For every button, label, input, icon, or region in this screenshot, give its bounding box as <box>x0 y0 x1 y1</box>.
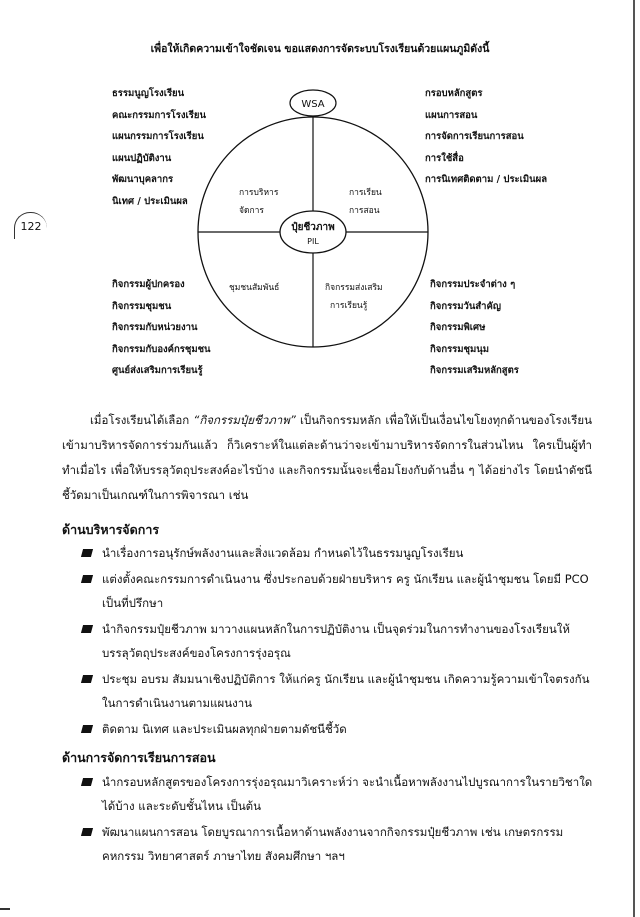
bullet-icon <box>81 575 93 583</box>
page-number: 122 <box>14 212 47 239</box>
bullet-text: แต่งตั้งคณะกรรมการดำเนินงาน ซึ่งประกอบด้วยฝ่ายบริหาร ครู นักเรียน และผู้นำชุมชน โดยมี PCO เป็นที่ปรึกษา <box>102 572 589 610</box>
list-item: ศูนย์ส่งเสริมการเรียนรู้ <box>112 365 203 376</box>
list-item: กิจกรรมเสริมหลักสูตร <box>430 365 519 376</box>
bullet-text: ประชุม อบรม สัมมนาเชิงปฏิบัติการ ให้แก่ครู นักเรียน และผู้นำชุมชน เกิดความรู้ความเข้าใจตรงกันในการดำเนินงานตามแผนงาน <box>102 672 590 710</box>
bottom-margin-mark <box>0 908 10 910</box>
quadrant-admin-line2: จัดการ <box>239 206 264 216</box>
list-item: กิจกรรมพิเศษ <box>430 322 486 333</box>
quadrant-learning-line2: การเรียนรู้ <box>330 301 368 311</box>
bullet-icon <box>81 725 93 733</box>
bullet-text: นำกิจกรรมปุ๋ยชีวภาพ มาวางแผนหลักในการปฏิบัติงาน เป็นจุดร่วมในการทำงานของโรงเรียนให้บรรลุวัตถุประสงค์ของโครงการรุ่งอรุณ <box>102 622 570 660</box>
quadrant-community: ชุมชนสัมพันธ์ <box>229 283 280 293</box>
list-item <box>82 717 594 741</box>
right-top-list <box>425 86 547 194</box>
list-item: กิจกรรมชุมชน <box>112 300 172 312</box>
list-item: กิจกรรมกับองค์กรชุมชน <box>112 343 211 355</box>
list-item: ธรรมนูญโรงเรียน <box>112 88 185 99</box>
quadrant-teaching-line2: การสอน <box>349 206 380 216</box>
quadrant-teaching-line1: การเรียน <box>349 188 382 198</box>
list-item: แผนการสอน <box>425 109 478 121</box>
section-title-teaching: ด้านการจัดการเรียนการสอน <box>62 750 216 765</box>
bullet-text: ติดตาม นิเทศ และประเมินผลทุกฝ่ายตามดัชนีชี้วัด <box>102 722 347 736</box>
bullet-icon <box>81 625 93 633</box>
wsa-label: WSA <box>301 99 325 110</box>
list-item: นิเทศ / ประเมินผล <box>112 195 188 207</box>
list-item: กรอบหลักสูตร <box>425 88 483 99</box>
list-item <box>82 541 594 565</box>
list-item: แผนปฏิบัติงาน <box>112 152 172 164</box>
list-item: กิจกรรมชุมนุม <box>430 343 490 355</box>
list-item: การนิเทศติดตาม / ประเมินผล <box>425 174 548 185</box>
center-subtitle: PIL <box>307 237 319 246</box>
list-item: แผนกรรมการโรงเรียน <box>112 131 204 142</box>
bullet-icon <box>81 549 93 557</box>
administration-bullets <box>82 541 594 743</box>
right-bottom-list <box>430 277 519 385</box>
center-title: ปุ๋ยชีวภาพ <box>291 222 335 233</box>
list-item: คณะกรรมการโรงเรียน <box>112 109 206 121</box>
bullet-text: นำเรื่องการอนุรักษ์พลังงานและสิ่งแวดล้อม กำหนดไว้ในธรรมนูญโรงเรียน <box>102 546 464 560</box>
list-item: กิจกรรมกับหน่วยงาน <box>112 322 198 333</box>
quadrant-learning-line1: กิจกรรมส่งเสริม <box>325 283 383 293</box>
list-item <box>82 820 594 868</box>
bullet-icon <box>81 828 93 836</box>
bullet-text: พัฒนาแผนการสอน โดยบูรณาการเนื้อหาด้านพลังงานจากกิจกรรมปุ๋ยชีวภาพ เช่น เกษตรกรรม คหกรรม วิทยาศาสตร์ ภาษาไทย สังคมศึกษา ฯลฯ <box>102 825 564 863</box>
paragraph-start: เมื่อโรงเรียนได้เลือก <box>90 413 194 427</box>
bullet-icon <box>81 675 93 683</box>
page-heading: เพื่อให้เกิดความเข้าใจชัดเจน ขอแสดงการจัดระบบโรงเรียนด้วยแผนภูมิดังนี้ <box>150 43 490 55</box>
intro-paragraph <box>62 408 592 508</box>
list-item <box>82 567 594 615</box>
school-system-diagram <box>195 80 435 380</box>
left-top-list <box>112 86 206 215</box>
list-item: กิจกรรมผู้ปกครอง <box>112 279 185 290</box>
paragraph-emphasis: “กิจกรรมปุ๋ยชีวภาพ” <box>193 413 296 427</box>
section-title-administration: ด้านบริหารจัดการ <box>62 522 160 537</box>
list-item: กิจกรรมประจำต่าง ๆ <box>430 279 516 290</box>
list-item: กิจกรรมวันสำคัญ <box>430 300 501 312</box>
quadrant-admin-line1: การบริหาร <box>239 188 279 198</box>
list-item: พัฒนาบุคลากร <box>112 174 174 185</box>
bullet-text: นำกรอบหลักสูตรของโครงการรุ่งอรุณมาวิเคราะห์ว่า จะนำเนื้อหาพลังงานไปบูรณาการในรายวิชาใดได้บ้าง และระดับชั้นไหน เป็นต้น <box>102 775 593 813</box>
list-item <box>82 617 594 665</box>
list-item <box>82 770 594 818</box>
paragraph-rest: เป็นกิจกรรมหลัก เพื่อให้เป็นเงื่อนไขโยงทุกด้านของโรงเรียนเข้ามาบริหารจัดการร่วมกันแล้ว ก็วิเคราะห์ในแต่ละด้านว่าจะเข้ามาบริหารจัดการในส่วนไหน ใครเป็นผู้ทำ ทำเมื่อไร เพื่อให้บรรลุวัตถุประสงค์อะไรบ้าง และกิจกรรมนั้นจะเชื่อมโยงกับด้านอื่น ๆ ได้อย่างไร โดยนำดัชนีชี้วัดมาเป็นเกณฑ์ในการพิจารณา เช่น <box>62 413 592 502</box>
list-item: การใช้สื่อ <box>425 152 464 164</box>
page-edge-rule <box>633 0 635 917</box>
bullet-icon <box>81 778 93 786</box>
list-item <box>82 667 594 715</box>
teaching-bullets <box>82 770 594 870</box>
list-item: การจัดการเรียนการสอน <box>425 131 524 142</box>
